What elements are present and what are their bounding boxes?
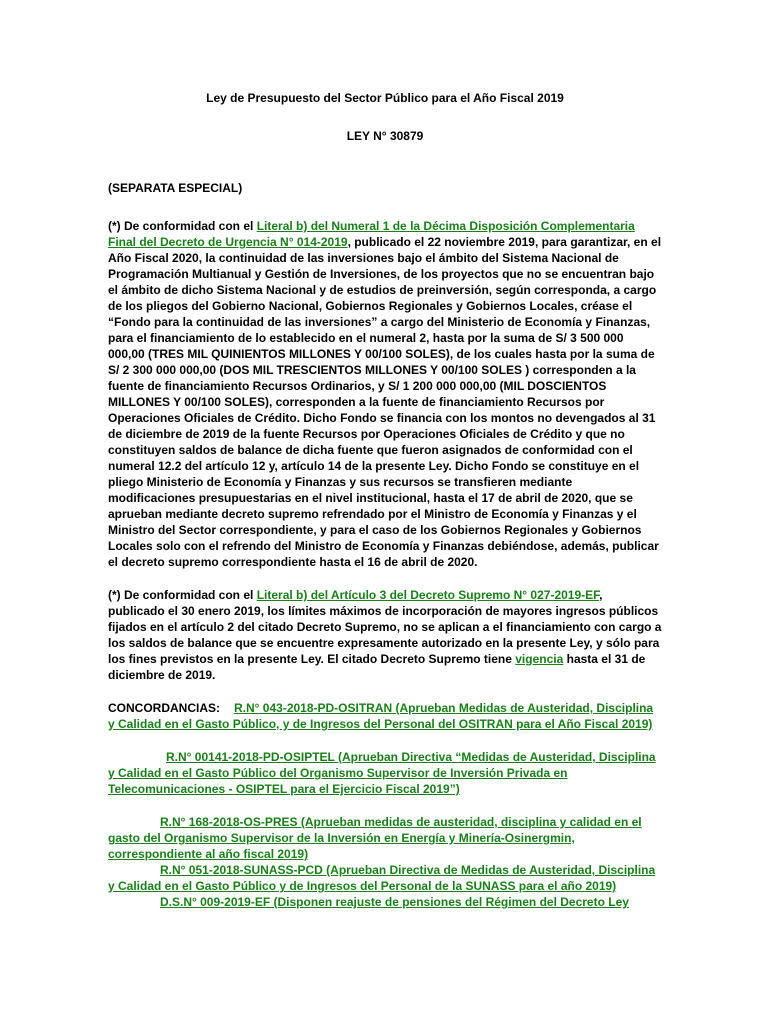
concordancias-label: CONCORDANCIAS: (108, 701, 220, 715)
note1-prefix: (*) De conformidad con el (108, 219, 257, 233)
concordancia-item-5 (108, 894, 662, 910)
note1-link[interactable]: Literal b) del Numeral 1 de la Décima Disposición Complementaria Final del Decreto de Urgencia N° 014-2019 (108, 219, 635, 249)
concordancia-link-3[interactable]: R.N° 168-2018-OS-PRES (Aprueban medidas de austeridad, disciplina y calidad en el gasto del Organismo Supervisor de la Inversión en Energía y Minería-Osinergmin, correspondiente al año fiscal 2019) (108, 815, 642, 861)
vigencia-link[interactable]: vigencia (515, 652, 564, 666)
separata-heading: (SEPARATA ESPECIAL) (108, 181, 243, 195)
document-title: Ley de Presupuesto del Sector Público para el Año Fiscal 2019 (206, 91, 564, 105)
concordancia-link-2[interactable]: R.N° 00141-2018-PD-OSIPTEL (Aprueban Directiva “Medidas de Austeridad, Disciplina y Calidad en el Gasto Público del Organismo Supervisor de Inversión Privada en Telecomunicaciones - OSIPTEL para el Ejercicio Fiscal 2019”) (108, 750, 656, 796)
note2-suffix: hasta el 31 de diciembre de 2019. (108, 652, 646, 682)
note2-prefix: (*) De conformidad con el (108, 588, 257, 602)
note2-text: , publicado el 30 enero 2019, los límites máximos de incorporación de mayores ingresos públicos fijados en el artículo 2 del citado Decreto Supremo, no se aplican a el financiamiento con cargo a los saldos de balance que se encuentre expresamente autorizado en la presente Ley, y sólo para los fines previstos en la presente Ley. El citado Decreto Supremo tiene (108, 588, 662, 666)
note1-text: , publicado el 22 noviembre 2019, para garantizar, en el Año Fiscal 2020, la continuidad de las inversiones bajo el ámbito del Sistema Nacional de Programación Multianual y Gestión de Inversiones, de los proyectos que no se encuentran bajo el ámbito de dicho Sistema Nacional y de estudios de preinversión, según corresponda, a cargo de los pliegos del Gobierno Nacional, Gobiernos Regionales y Gobiernos Locales, créase el “Fondo para la continuidad de las inversiones” a cargo del Ministerio de Economía y Finanzas, para el financiamiento de lo establecido en el numeral 2, hasta por la suma de S/ 3 500 000 000,00 (TRES MIL QUINIENTOS MILLONES Y 00/100 SOLES), de los cuales hasta por la suma de S/ 2 300 000 000,00 (DOS MIL TRESCIENTOS MILLONES Y 00/100 SOLES ) corresponden a la fuente de financiamiento Recursos Ordinarios, y S/ 1 200 000 000,00 (MIL DOSCIENTOS MILLONES Y 00/100 SOLES), corresponden a la fuente de financiamiento Recursos por Operaciones Oficiales de Crédito. Dicho Fondo se financia con los montos no devengados al 31 de diciembre de 2019 de la fuente Recursos por Operaciones Oficiales de Crédito y que no constituyen saldos de balance de dicha fuente que fueron asignados de conformidad con el numeral 12.2 del artículo 12 y, artículo 14 de la presente Ley. Dicho Fondo se constituye en el pliego Ministerio de Economía y Finanzas y sus recursos se transfieren mediante modificaciones presupuestarias en el nivel institucional, hasta el 17 de abril de 2020, que se aprueban mediante decreto supremo refrendado por el Ministro de Economía y Finanzas y el Ministro del Sector correspondiente, y para el caso de los Gobiernos Regionales y Gobiernos Locales solo con el refrendo del Ministro de Economía y Finanzas debiéndose, además, publicar el decreto supremo correspondiente hasta el 16 de abril de 2020. (108, 235, 662, 569)
concordancia-item-4 (108, 862, 662, 894)
note-paragraph-1 (108, 218, 662, 570)
concordancias-block (108, 700, 662, 732)
concordancia-link-1[interactable]: R.N° 043-2018-PD-OSITRAN (Aprueban Medidas de Austeridad, Disciplina y Calidad en el Gasto Público, y de Ingresos del Personal del OSITRAN para el Año Fiscal 2019) (108, 701, 654, 731)
concordancia-link-5[interactable]: D.S.N° 009-2019-EF (Disponen reajuste de pensiones del Régimen del Decreto Ley (160, 895, 629, 909)
note2-link[interactable]: Literal b) del Artículo 3 del Decreto Supremo N° 027-2019-EF (256, 588, 600, 602)
concordancia-item-2 (108, 749, 662, 797)
note-paragraph-2 (108, 587, 662, 683)
concordancia-item-3 (108, 814, 662, 862)
law-number: LEY N° 30879 (346, 129, 424, 143)
concordancia-link-4[interactable]: R.N° 051-2018-SUNASS-PCD (Aprueban Directiva de Medidas de Austeridad, Disciplina y Calidad en el Gasto Público y de Ingresos del Personal de la SUNASS para el año 2019) (108, 863, 656, 893)
